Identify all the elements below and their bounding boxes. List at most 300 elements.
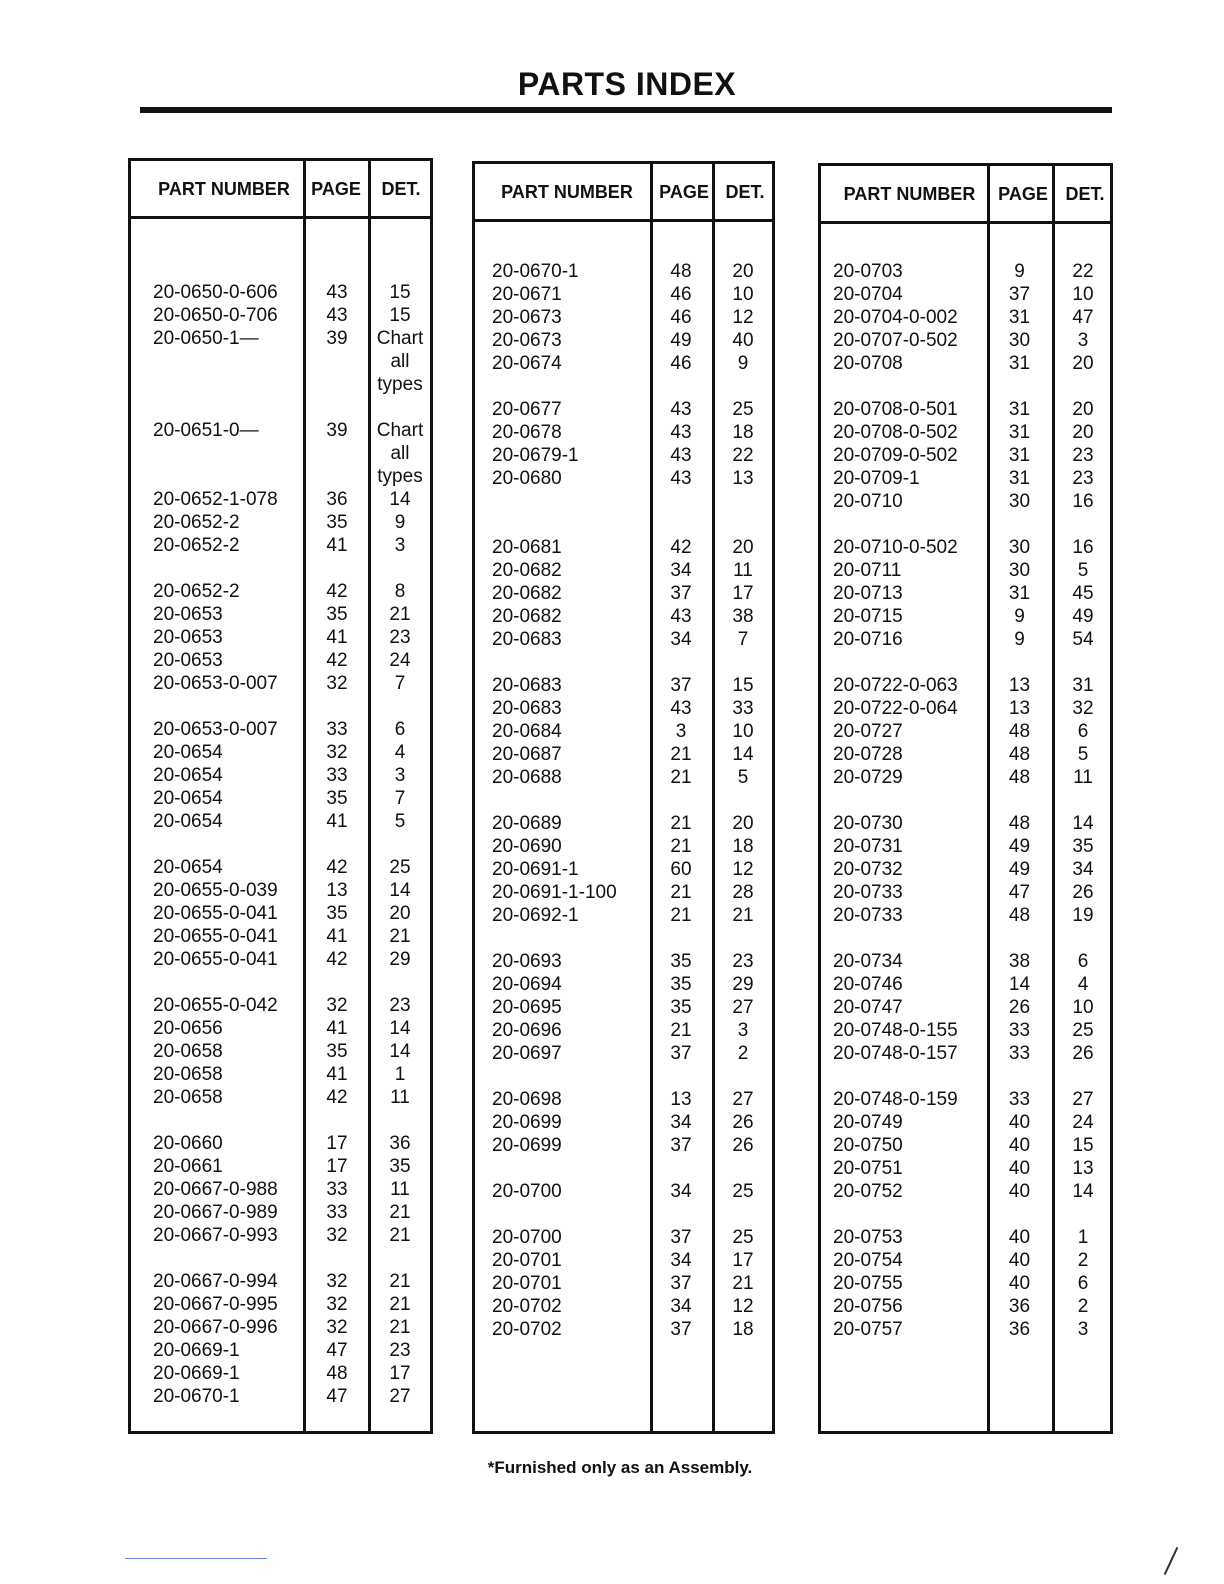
- detail-number: 24: [389, 650, 411, 671]
- page-number: 33: [326, 1179, 348, 1200]
- part-number: 20-0748-0-157: [833, 1043, 958, 1064]
- page-number: 31: [1008, 583, 1031, 604]
- detail-number: 24: [1072, 1112, 1094, 1133]
- part-number: 20-0730: [833, 813, 903, 834]
- page-number: 43: [670, 399, 692, 420]
- page-number: 13: [1008, 698, 1031, 719]
- page-number: 40: [1008, 1250, 1031, 1271]
- detail-number: 20: [732, 813, 754, 834]
- part-number: 20-0727: [833, 721, 903, 742]
- table-row: [821, 1088, 1110, 1111]
- table-row: [131, 1293, 430, 1316]
- part-number: 20-0651-0—: [153, 420, 259, 441]
- table-row: [821, 1295, 1110, 1318]
- page-number: 17: [326, 1156, 348, 1177]
- part-number: 20-0704: [833, 284, 903, 305]
- part-number: 20-0660: [153, 1133, 223, 1154]
- table-row: [475, 329, 772, 352]
- table-row: [131, 1339, 430, 1362]
- part-number: 20-0698: [492, 1089, 562, 1110]
- detail-number: 32: [1072, 698, 1094, 719]
- detail-number: 4: [394, 742, 406, 763]
- detail-number: 25: [389, 857, 411, 878]
- margin-mark: [1164, 1547, 1178, 1575]
- detail-number: 27: [389, 1386, 411, 1407]
- part-number: 20-0701: [492, 1273, 562, 1294]
- page-number: 33: [326, 719, 348, 740]
- table-row: [475, 950, 772, 973]
- table-row: [475, 582, 772, 605]
- page-number: 33: [1008, 1043, 1031, 1064]
- part-number: 20-0695: [492, 997, 562, 1018]
- table-row: [131, 1109, 430, 1132]
- table-row: [131, 626, 430, 649]
- page-title: PARTS INDEX: [517, 66, 737, 102]
- detail-number: 3: [394, 535, 406, 556]
- page-number: 41: [326, 1064, 348, 1085]
- table-row: [131, 534, 430, 557]
- page-number: 31: [1008, 353, 1031, 374]
- page-number: 43: [326, 282, 348, 303]
- part-number: 20-0709-0-502: [833, 445, 958, 466]
- part-number: 20-0688: [492, 767, 562, 788]
- table-row: [131, 304, 430, 327]
- page-number: 30: [1008, 330, 1031, 351]
- detail-number: 27: [732, 997, 754, 1018]
- table-row: [131, 833, 430, 856]
- table-row: [131, 1155, 430, 1178]
- detail-number: 6: [1077, 721, 1089, 742]
- detail-number: 21: [389, 926, 411, 947]
- part-number: 20-0715: [833, 606, 903, 627]
- detail-number: 35: [1072, 836, 1094, 857]
- table-row: [475, 536, 772, 559]
- detail-number: 7: [394, 673, 406, 694]
- page-number: 46: [670, 307, 692, 328]
- page-number: 36: [1008, 1296, 1031, 1317]
- part-number: 20-0667-0-995: [153, 1294, 278, 1315]
- detail-number: Chart: [376, 420, 424, 441]
- table-row: [821, 697, 1110, 720]
- part-number: 20-0722-0-063: [833, 675, 958, 696]
- page-number: 21: [670, 813, 692, 834]
- detail-number: 25: [732, 399, 754, 420]
- page-number: 37: [670, 675, 692, 696]
- part-number: 20-0746: [833, 974, 903, 995]
- detail-number: 2: [1077, 1296, 1089, 1317]
- table-row: [131, 465, 430, 488]
- page-number: 35: [326, 903, 348, 924]
- part-number: 20-0716: [833, 629, 903, 650]
- detail-number: all: [390, 351, 410, 372]
- part-number: 20-0692-1: [492, 905, 579, 926]
- part-number: 20-0670-1: [153, 1386, 240, 1407]
- page-number: 49: [1008, 836, 1031, 857]
- page-number: 42: [326, 1087, 348, 1108]
- part-number: 20-0710-0-502: [833, 537, 958, 558]
- page-number: 35: [326, 788, 348, 809]
- table-row: [475, 743, 772, 766]
- table-row: [475, 1318, 772, 1341]
- table-row: [475, 996, 772, 1019]
- page-number: 40: [1008, 1112, 1031, 1133]
- title-rule: [140, 107, 1112, 113]
- page-number: 32: [326, 1225, 348, 1246]
- table-row: [475, 605, 772, 628]
- detail-number: 6: [1077, 951, 1089, 972]
- detail-number: 10: [1072, 997, 1094, 1018]
- page-number: 35: [326, 604, 348, 625]
- table-header: [131, 161, 430, 219]
- detail-number: 29: [389, 949, 411, 970]
- table-row: [821, 536, 1110, 559]
- table-row: [131, 419, 430, 442]
- table-row: [821, 789, 1110, 812]
- table-row: [475, 1157, 772, 1180]
- page-number: 47: [1008, 882, 1031, 903]
- part-number: 20-0691-1-100: [492, 882, 617, 903]
- table-row: [131, 488, 430, 511]
- part-number: 20-0696: [492, 1020, 562, 1041]
- page-number: 42: [670, 537, 692, 558]
- detail-number: 33: [732, 698, 754, 719]
- detail-number: 11: [390, 1179, 410, 1200]
- detail-number: 14: [389, 1018, 411, 1039]
- page-number: 3: [675, 721, 687, 742]
- part-number: 20-0681: [492, 537, 562, 558]
- detail-number: 20: [389, 903, 411, 924]
- detail-number: 3: [737, 1020, 749, 1041]
- page-number: 37: [670, 1135, 692, 1156]
- detail-number: 11: [733, 560, 753, 581]
- detail-number: 9: [737, 353, 749, 374]
- table-row: [131, 1086, 430, 1109]
- table-row: [475, 789, 772, 812]
- detail-number: 10: [1072, 284, 1094, 305]
- part-number: 20-0753: [833, 1227, 903, 1248]
- table-row: [821, 1203, 1110, 1226]
- part-number: 20-0690: [492, 836, 562, 857]
- table-row: [821, 973, 1110, 996]
- table-row: [131, 971, 430, 994]
- header-part-number: PART NUMBER: [501, 182, 633, 202]
- header-part-number: PART NUMBER: [843, 184, 976, 204]
- part-number: 20-0699: [492, 1135, 562, 1156]
- page-number: 32: [326, 742, 348, 763]
- table-row: [131, 925, 430, 948]
- page-number: 13: [670, 1089, 692, 1110]
- table-row: [475, 628, 772, 651]
- part-number: 20-0729: [833, 767, 903, 788]
- page-number: 35: [670, 997, 692, 1018]
- page-number: 48: [326, 1363, 348, 1384]
- detail-number: 9: [394, 512, 406, 533]
- part-number: 20-0733: [833, 882, 903, 903]
- part-number: 20-0653: [153, 604, 223, 625]
- table-row: [821, 996, 1110, 1019]
- table-row: [821, 375, 1110, 398]
- part-number: 20-0650-1—: [153, 328, 259, 349]
- table-row: [821, 1180, 1110, 1203]
- table-row: [131, 649, 430, 672]
- table-row: [821, 904, 1110, 927]
- table-row: [475, 766, 772, 789]
- page-number: 26: [1008, 997, 1031, 1018]
- table-row: [131, 856, 430, 879]
- page-number: 30: [1008, 537, 1031, 558]
- page-number: 48: [1008, 905, 1031, 926]
- table-row: [475, 1226, 772, 1249]
- page-number: 34: [670, 629, 692, 650]
- part-number: 20-0682: [492, 583, 562, 604]
- page-number: 41: [326, 1018, 348, 1039]
- table-row: [821, 1042, 1110, 1065]
- part-number: 20-0708-0-502: [833, 422, 958, 443]
- detail-number: 5: [737, 767, 749, 788]
- table-row: [821, 1318, 1110, 1341]
- part-number: 20-0702: [492, 1319, 562, 1340]
- table-row: [821, 720, 1110, 743]
- table-row: [131, 1247, 430, 1270]
- table-row: [821, 927, 1110, 950]
- detail-number: 26: [1072, 882, 1094, 903]
- table-row: [475, 513, 772, 536]
- page-number: 34: [670, 1181, 692, 1202]
- page-number: 31: [1008, 422, 1031, 443]
- page-number: 31: [1008, 399, 1031, 420]
- header-page: PAGE: [311, 179, 361, 199]
- part-number: 20-0702: [492, 1296, 562, 1317]
- page-number: 47: [326, 1386, 348, 1407]
- table-row: [131, 672, 430, 695]
- page-number: 41: [326, 627, 348, 648]
- table-row: [131, 281, 430, 304]
- part-number: 20-0701: [492, 1250, 562, 1271]
- page-number: 34: [670, 1250, 692, 1271]
- part-number: 20-0754: [833, 1250, 903, 1271]
- page-number: 34: [670, 1112, 692, 1133]
- detail-number: 21: [389, 1225, 411, 1246]
- header-part-number: PART NUMBER: [158, 179, 290, 199]
- page-number: 42: [326, 857, 348, 878]
- table-row: [475, 490, 772, 513]
- table-row: [475, 1180, 772, 1203]
- detail-number: 4: [1077, 974, 1089, 995]
- table-row: [131, 1017, 430, 1040]
- detail-number: 14: [1072, 1181, 1094, 1202]
- detail-number: 12: [732, 859, 754, 880]
- detail-number: 12: [732, 307, 754, 328]
- table-row: [131, 373, 430, 396]
- page-number: 40: [1008, 1227, 1031, 1248]
- table-row: [131, 603, 430, 626]
- part-number: 20-0708: [833, 353, 903, 374]
- page-number: 37: [670, 583, 692, 604]
- detail-number: 40: [732, 330, 754, 351]
- table-row: [131, 902, 430, 925]
- table-row: [475, 352, 772, 375]
- page-number: 37: [670, 1273, 692, 1294]
- table-row: [475, 444, 772, 467]
- table-row: [131, 810, 430, 833]
- page-number: 9: [1014, 261, 1025, 282]
- detail-number: 1: [394, 1064, 406, 1085]
- page-number: 46: [670, 284, 692, 305]
- table-row: [821, 651, 1110, 674]
- page-number: 35: [326, 512, 348, 533]
- detail-number: 14: [389, 489, 411, 510]
- table-row: [821, 674, 1110, 697]
- header-det: DET.: [1065, 184, 1105, 204]
- page-number: 32: [326, 1294, 348, 1315]
- page-number: 33: [1008, 1020, 1031, 1041]
- table-row: [131, 350, 430, 373]
- page-number: 37: [670, 1319, 692, 1340]
- detail-number: 20: [1072, 422, 1094, 443]
- part-number: 20-0707-0-502: [833, 330, 958, 351]
- page-number: 40: [1008, 1158, 1031, 1179]
- part-number: 20-0667-0-989: [153, 1202, 278, 1223]
- table-row: [475, 812, 772, 835]
- table-row: [821, 513, 1110, 536]
- part-number: 20-0687: [492, 744, 562, 765]
- table-row: [821, 467, 1110, 490]
- detail-number: 20: [1072, 399, 1094, 420]
- table-row: [821, 490, 1110, 513]
- detail-number: 20: [732, 261, 754, 282]
- footnote: *Furnished only as an Assembly.: [487, 1458, 753, 1477]
- table-row: [821, 352, 1110, 375]
- part-number: 20-0755: [833, 1273, 903, 1294]
- detail-number: 2: [1077, 1250, 1089, 1271]
- header-det: DET.: [725, 182, 765, 202]
- part-number: 20-0711: [833, 560, 902, 581]
- part-number: 20-0757: [833, 1319, 903, 1340]
- table-row: [475, 306, 772, 329]
- table-row: [131, 695, 430, 718]
- detail-number: 13: [1072, 1158, 1094, 1179]
- detail-number: 19: [1072, 905, 1094, 926]
- detail-number: 2: [737, 1043, 749, 1064]
- page-number: 21: [670, 744, 692, 765]
- detail-number: 25: [732, 1181, 754, 1202]
- table-row: [821, 812, 1110, 835]
- page-number: 39: [326, 328, 348, 349]
- part-number: 20-0655-0-041: [153, 926, 278, 947]
- part-number: 20-0709-1: [833, 468, 920, 489]
- table-row: [131, 1132, 430, 1155]
- part-number: 20-0652-2: [153, 581, 240, 602]
- detail-number: 14: [1072, 813, 1094, 834]
- page-number: 41: [326, 811, 348, 832]
- detail-number: 38: [732, 606, 754, 627]
- page-number: 41: [326, 926, 348, 947]
- detail-number: 16: [1072, 491, 1094, 512]
- detail-number: 15: [732, 675, 754, 696]
- part-number: 20-0655-0-042: [153, 995, 278, 1016]
- detail-number: 31: [1072, 675, 1094, 696]
- detail-number: 5: [394, 811, 406, 832]
- table-row: [475, 1203, 772, 1226]
- part-number: 20-0655-0-041: [153, 903, 278, 924]
- detail-number: 3: [394, 765, 406, 786]
- page-number: 40: [1008, 1273, 1031, 1294]
- part-number: 20-0748-0-159: [833, 1089, 958, 1110]
- page-number: 30: [1008, 491, 1031, 512]
- part-number: 20-0722-0-064: [833, 698, 958, 719]
- page-number: 35: [670, 951, 692, 972]
- detail-number: 17: [732, 583, 754, 604]
- parts-table-1: [128, 158, 433, 1434]
- detail-number: 20: [732, 537, 754, 558]
- detail-number: 14: [389, 1041, 411, 1062]
- part-number: 20-0684: [492, 721, 562, 742]
- detail-number: 49: [1072, 606, 1094, 627]
- detail-number: 21: [732, 905, 754, 926]
- detail-number: 28: [732, 882, 754, 903]
- part-number: 20-0683: [492, 629, 562, 650]
- part-number: 20-0650-0-606: [153, 282, 278, 303]
- part-number: 20-0733: [833, 905, 903, 926]
- part-number: 20-0655-0-039: [153, 880, 278, 901]
- table-row: [475, 1134, 772, 1157]
- header-page: PAGE: [659, 182, 709, 202]
- table-row: [475, 1272, 772, 1295]
- detail-number: 23: [389, 1340, 411, 1361]
- detail-number: 23: [1072, 445, 1094, 466]
- table-row: [475, 858, 772, 881]
- part-number: 20-0650-0-706: [153, 305, 278, 326]
- part-number: 20-0674: [492, 353, 562, 374]
- detail-number: 27: [1072, 1089, 1094, 1110]
- page-number: 42: [326, 650, 348, 671]
- table-row: [475, 1088, 772, 1111]
- part-number: 20-0667-0-994: [153, 1271, 278, 1292]
- table-row: [131, 442, 430, 465]
- table-row: [131, 327, 430, 350]
- page-number: 34: [670, 560, 692, 581]
- table-row: [131, 1063, 430, 1086]
- part-number: 20-0728: [833, 744, 903, 765]
- table-row: [821, 1134, 1110, 1157]
- part-number: 20-0656: [153, 1018, 223, 1039]
- page-number: 48: [1008, 744, 1031, 765]
- part-number: 20-0653: [153, 650, 223, 671]
- detail-number: 26: [732, 1112, 754, 1133]
- table-row: [131, 1316, 430, 1339]
- detail-number: 34: [1072, 859, 1094, 880]
- part-number: 20-0700: [492, 1227, 562, 1248]
- part-number: 20-0756: [833, 1296, 903, 1317]
- detail-number: 26: [732, 1135, 754, 1156]
- parts-table-3: [818, 163, 1113, 1434]
- page-number: 41: [326, 535, 348, 556]
- page-number: 21: [670, 1020, 692, 1041]
- detail-number: types: [377, 374, 423, 395]
- table-row: [821, 444, 1110, 467]
- part-number: 20-0658: [153, 1087, 223, 1108]
- table-row: [475, 260, 772, 283]
- part-number: 20-0689: [492, 813, 562, 834]
- table-row: [821, 628, 1110, 651]
- table-row: [821, 950, 1110, 973]
- page-number: 42: [326, 581, 348, 602]
- detail-number: 11: [390, 1087, 410, 1108]
- table-row: [131, 948, 430, 971]
- part-number: 20-0697: [492, 1043, 562, 1064]
- page-number: 21: [670, 836, 692, 857]
- page-number: 48: [1008, 813, 1031, 834]
